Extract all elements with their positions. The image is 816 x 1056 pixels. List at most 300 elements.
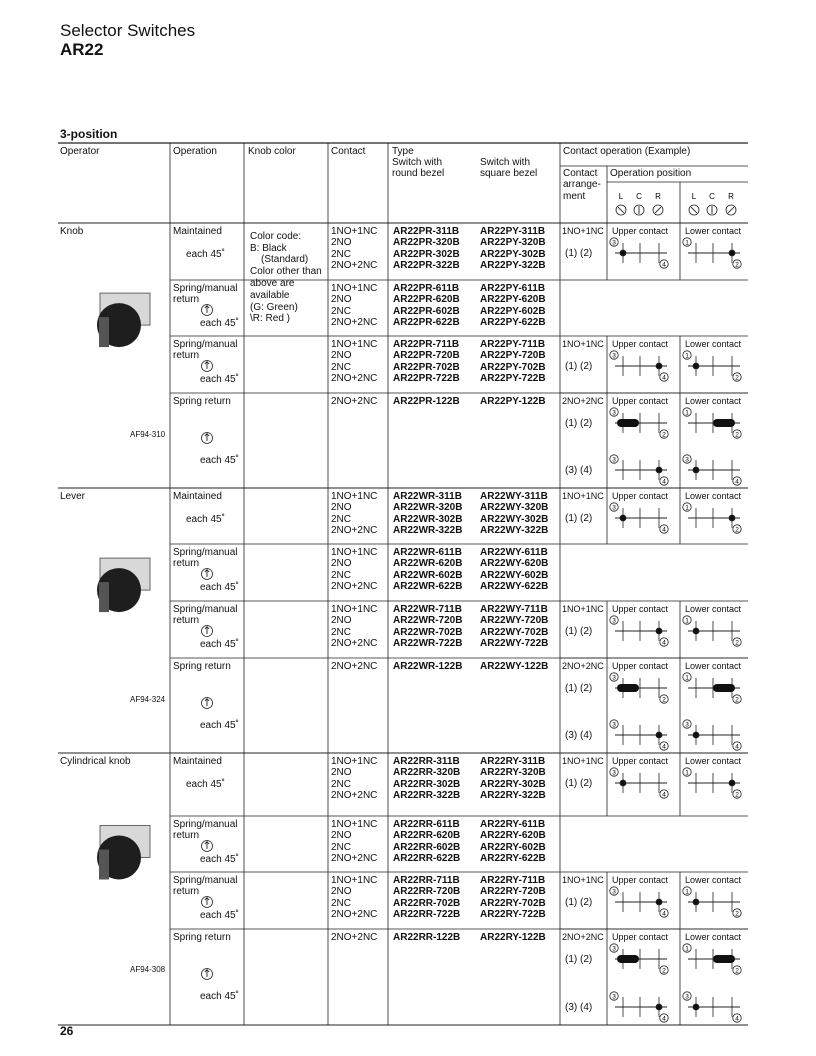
operation-angle: each 45˚ bbox=[200, 854, 239, 865]
terminal-number-icon bbox=[733, 373, 741, 381]
terminal-number-icon bbox=[610, 351, 618, 359]
contact-arrangement-header: Contact bbox=[563, 168, 598, 179]
contact-type: 2NO+2NC bbox=[331, 852, 378, 864]
selector-switch-photo bbox=[97, 293, 150, 347]
terminal-number-icon bbox=[610, 455, 618, 463]
contact-dot bbox=[656, 363, 662, 369]
terminal-number-icon bbox=[660, 966, 668, 974]
terminal-number-icon bbox=[660, 260, 668, 268]
contact-type: 2NC bbox=[331, 626, 352, 638]
operation-maintained: Maintained bbox=[173, 756, 222, 767]
spring-return-icon bbox=[207, 570, 209, 573]
terminal-number-icon bbox=[733, 695, 741, 703]
contact-arrangement-header: ment bbox=[563, 191, 586, 202]
contact-operation-header: Contact operation (Example) bbox=[563, 146, 691, 157]
terminal-number: 1 bbox=[685, 617, 689, 625]
operation-angle: each 45˚ bbox=[186, 249, 225, 260]
contact-header: Contact bbox=[331, 146, 366, 157]
terminal-number: 3 bbox=[685, 456, 689, 464]
terminal-number: 3 bbox=[612, 504, 616, 512]
contact-dot bbox=[620, 515, 626, 521]
position-symbol-icon bbox=[689, 205, 699, 215]
contact-type: 2NO+2NC bbox=[331, 316, 378, 328]
operator-name: Cylindrical knob bbox=[60, 756, 131, 767]
spring-return-icon bbox=[205, 970, 207, 973]
upper-contact-label: Upper contact bbox=[612, 604, 669, 614]
operation-spring-manual: Spring/manual bbox=[173, 819, 238, 830]
contact-type: 2NO bbox=[331, 615, 352, 627]
square-bezel-model: AR22PY-722B bbox=[480, 372, 546, 384]
terminal-number-icon bbox=[660, 790, 668, 798]
terminal-number-icon bbox=[733, 1014, 741, 1022]
lower-contact-label: Lower contact bbox=[685, 396, 742, 406]
position-label: R bbox=[655, 192, 661, 201]
terminal-number-icon bbox=[733, 909, 741, 917]
round-bezel-header: Switch with bbox=[392, 157, 443, 168]
contact-type: 2NC bbox=[331, 569, 352, 581]
spring-return-icon bbox=[202, 969, 213, 980]
operation-spring-return: Spring return bbox=[173, 661, 231, 672]
terminal-number: 4 bbox=[662, 791, 666, 799]
knob-color-note: (Standard) bbox=[261, 254, 309, 265]
terminal-number-icon bbox=[660, 430, 668, 438]
terminal-number-icon bbox=[610, 944, 618, 952]
terminal-number-icon bbox=[683, 720, 691, 728]
round-bezel-model: AR22RR-322B bbox=[393, 789, 461, 801]
position-symbol-icon bbox=[655, 207, 661, 213]
square-bezel-model: AR22PY-322B bbox=[480, 259, 546, 271]
round-bezel-model: AR22PR-322B bbox=[393, 259, 460, 271]
arrangement-numbers: (3) (4) bbox=[565, 730, 593, 741]
square-bezel-model: AR22PY-720B bbox=[480, 350, 546, 362]
spring-return-icon bbox=[205, 570, 207, 573]
square-bezel-model: AR22WY-620B bbox=[480, 558, 549, 570]
terminal-number-icon bbox=[733, 742, 741, 750]
terminal-number-icon bbox=[610, 720, 618, 728]
operation-spring-manual: return bbox=[173, 830, 200, 841]
contact-type: 2NC bbox=[331, 248, 352, 260]
position-label: L bbox=[691, 192, 697, 201]
contact-type: 2NO+2NC bbox=[331, 908, 378, 920]
knob-color-note: Color code: bbox=[250, 231, 302, 242]
round-bezel-model: AR22RR-311B bbox=[393, 756, 460, 767]
contact-arrangement: 1NO+1NC bbox=[562, 339, 604, 349]
terminal-number: 4 bbox=[662, 1015, 666, 1023]
round-bezel-model: AR22RR-702B bbox=[393, 897, 461, 909]
contact-dot bbox=[620, 780, 626, 786]
round-bezel-model: AR22PR-722B bbox=[393, 372, 460, 384]
terminal-number: 4 bbox=[735, 743, 739, 751]
contact-type: 2NO+2NC bbox=[331, 524, 378, 536]
contact-type: 1NO+1NC bbox=[331, 756, 378, 767]
square-bezel-model: AR22RY-302B bbox=[480, 778, 546, 790]
contact-type: 2NO bbox=[331, 350, 352, 362]
square-bezel-model: AR22WY-611B bbox=[480, 547, 548, 558]
square-bezel-model: AR22PY-602B bbox=[480, 305, 546, 317]
round-bezel-model: AR22WR-602B bbox=[393, 569, 463, 581]
operation-angle: each 45˚ bbox=[200, 910, 239, 921]
arrangement-numbers: (1) (2) bbox=[565, 361, 593, 372]
square-bezel-model: AR22RY-320B bbox=[480, 767, 546, 779]
contact-type: 2NO+2NC bbox=[331, 259, 378, 271]
square-bezel-model: AR22RY-711B bbox=[480, 875, 546, 886]
terminal-number: 4 bbox=[735, 1015, 739, 1023]
photo-code: AF94-308 bbox=[130, 965, 166, 975]
operator-name: Knob bbox=[60, 226, 84, 237]
closed-contact-bar bbox=[713, 955, 735, 963]
operation-spring-manual: Spring/manual bbox=[173, 283, 238, 294]
knob-color-note: available bbox=[250, 290, 290, 301]
square-bezel-model: AR22RY-322B bbox=[480, 789, 546, 801]
spring-return-icon bbox=[202, 698, 213, 709]
round-bezel-model: AR22RR-320B bbox=[393, 767, 461, 779]
round-bezel-model: AR22PR-311B bbox=[393, 226, 460, 237]
contact-type: 1NO+1NC bbox=[331, 604, 378, 615]
terminal-number-icon bbox=[683, 455, 691, 463]
contact-type: 2NC bbox=[331, 361, 352, 373]
contact-arrangement: 1NO+1NC bbox=[562, 756, 604, 766]
operation-maintained: Maintained bbox=[173, 491, 222, 502]
terminal-number-icon bbox=[660, 638, 668, 646]
terminal-number-icon bbox=[733, 430, 741, 438]
contact-type: 2NC bbox=[331, 778, 352, 790]
square-bezel-model: AR22WY-702B bbox=[480, 626, 549, 638]
contact-type: 2NO bbox=[331, 558, 352, 570]
terminal-number: 1 bbox=[685, 945, 689, 953]
operation-angle: each 45˚ bbox=[200, 455, 239, 466]
closed-contact-bar bbox=[713, 684, 735, 692]
square-bezel-header: square bezel bbox=[480, 168, 538, 179]
spring-return-icon bbox=[205, 434, 207, 437]
upper-contact-label: Upper contact bbox=[612, 875, 669, 885]
terminal-number: 2 bbox=[662, 696, 666, 704]
terminal-number: 3 bbox=[612, 721, 616, 729]
contact-dot bbox=[693, 628, 699, 634]
arrangement-numbers: (1) (2) bbox=[565, 897, 593, 908]
contact-type: 2NC bbox=[331, 841, 352, 853]
lower-contact-label: Lower contact bbox=[685, 491, 742, 501]
operation-spring-manual: return bbox=[173, 886, 200, 897]
contact-type: 2NO+2NC bbox=[331, 637, 378, 649]
knob-color-note: \R: Red ) bbox=[250, 313, 291, 324]
square-bezel-model: AR22RY-620B bbox=[480, 830, 546, 842]
square-bezel-model: AR22WY-322B bbox=[480, 524, 549, 536]
square-bezel-model: AR22WY-622B bbox=[480, 580, 549, 592]
round-bezel-model: AR22WR-722B bbox=[393, 637, 463, 649]
spring-return-icon bbox=[207, 627, 209, 630]
round-bezel-model: AR22PR-302B bbox=[393, 248, 460, 260]
square-bezel-model: AR22RY-622B bbox=[480, 852, 546, 864]
photo-code: AF94-324 bbox=[130, 694, 166, 704]
spring-return-icon bbox=[207, 362, 209, 365]
round-bezel-model: AR22WR-311B bbox=[393, 491, 462, 502]
terminal-number: 3 bbox=[612, 409, 616, 417]
terminal-number: 3 bbox=[612, 674, 616, 682]
page-subtitle: AR22 bbox=[60, 40, 104, 59]
operation-angle: each 45˚ bbox=[200, 582, 239, 593]
contact-type: 2NC bbox=[331, 513, 352, 525]
terminal-number: 4 bbox=[662, 374, 666, 382]
terminal-number-icon bbox=[610, 887, 618, 895]
terminal-number: 2 bbox=[735, 431, 739, 439]
knob-color-note: Color other than bbox=[250, 266, 322, 277]
square-bezel-model: AR22WY-720B bbox=[480, 615, 549, 627]
operation-spring-manual: return bbox=[173, 615, 200, 626]
round-bezel-model: AR22PR-611B bbox=[393, 283, 460, 294]
terminal-number-icon bbox=[660, 525, 668, 533]
round-bezel-model: AR22RR-722B bbox=[393, 908, 461, 920]
upper-contact-label: Upper contact bbox=[612, 396, 669, 406]
upper-contact-label: Upper contact bbox=[612, 661, 669, 671]
square-bezel-model: AR22PY-611B bbox=[480, 283, 546, 294]
spring-return-icon bbox=[205, 898, 207, 901]
contact-dot bbox=[693, 467, 699, 473]
square-bezel-model: AR22WY-311B bbox=[480, 491, 548, 502]
terminal-number: 1 bbox=[685, 504, 689, 512]
upper-contact-label: Upper contact bbox=[612, 756, 669, 766]
terminal-number: 3 bbox=[612, 456, 616, 464]
knob-color-header: Knob color bbox=[248, 146, 296, 157]
terminal-number-icon bbox=[683, 887, 691, 895]
lower-contact-label: Lower contact bbox=[685, 875, 742, 885]
contact-arrangement: 2NO+2NC bbox=[562, 661, 604, 671]
square-bezel-model: AR22WY-711B bbox=[480, 604, 548, 615]
terminal-number-icon bbox=[683, 768, 691, 776]
contact-dot bbox=[656, 1004, 662, 1010]
position-label: R bbox=[728, 192, 734, 201]
square-bezel-model: AR22PY-302B bbox=[480, 248, 546, 260]
terminal-number: 3 bbox=[612, 352, 616, 360]
square-bezel-model: AR22PY-320B bbox=[480, 237, 546, 249]
position-symbol-icon bbox=[653, 205, 663, 215]
round-bezel-model: AR22RR-620B bbox=[393, 830, 461, 842]
contact-arrangement: 2NO+2NC bbox=[562, 932, 604, 942]
closed-contact-bar bbox=[617, 419, 639, 427]
terminal-number-icon bbox=[733, 525, 741, 533]
spring-return-icon bbox=[202, 305, 213, 316]
contact-arrangement: 1NO+1NC bbox=[562, 226, 604, 236]
square-bezel-model: AR22PY-711B bbox=[480, 339, 546, 350]
contact-type: 2NO bbox=[331, 237, 352, 249]
operation-position-header: Operation position bbox=[610, 168, 692, 179]
contact-dot bbox=[656, 899, 662, 905]
lower-contact-label: Lower contact bbox=[685, 756, 742, 766]
terminal-number: 4 bbox=[662, 261, 666, 269]
round-bezel-model: AR22WR-620B bbox=[393, 558, 463, 570]
terminal-number: 2 bbox=[735, 910, 739, 918]
contact-type: 2NC bbox=[331, 897, 352, 909]
position-symbol-icon bbox=[618, 207, 624, 213]
terminal-number-icon bbox=[683, 503, 691, 511]
terminal-number-icon bbox=[610, 408, 618, 416]
terminal-number-icon bbox=[683, 944, 691, 952]
terminal-number: 2 bbox=[735, 967, 739, 975]
round-bezel-model: AR22RR-622B bbox=[393, 852, 461, 864]
contact-type: 1NO+1NC bbox=[331, 875, 378, 886]
selector-switch-photo bbox=[97, 558, 150, 612]
position-symbol-icon bbox=[634, 205, 644, 215]
operation-spring-manual: return bbox=[173, 558, 200, 569]
position-symbol-icon bbox=[726, 205, 736, 215]
contact-type: 1NO+1NC bbox=[331, 283, 378, 294]
operator-header: Operator bbox=[60, 146, 100, 157]
contact-arrangement: 1NO+1NC bbox=[562, 604, 604, 614]
terminal-number-icon bbox=[660, 477, 668, 485]
terminal-number: 2 bbox=[735, 261, 739, 269]
square-bezel-model: AR22PY-122B bbox=[480, 396, 546, 407]
square-bezel-model: AR22RY-611B bbox=[480, 819, 546, 830]
position-label: C bbox=[636, 192, 642, 201]
spring-return-icon bbox=[205, 699, 207, 702]
terminal-number-icon bbox=[610, 768, 618, 776]
operator-name: Lever bbox=[60, 491, 86, 502]
section-title: 3-position bbox=[60, 127, 118, 141]
closed-contact-bar bbox=[617, 955, 639, 963]
terminal-number: 1 bbox=[685, 674, 689, 682]
operation-spring-return: Spring return bbox=[173, 396, 231, 407]
terminal-number: 2 bbox=[662, 431, 666, 439]
operation-maintained: Maintained bbox=[173, 226, 222, 237]
type-header: Type bbox=[392, 146, 414, 157]
terminal-number: 4 bbox=[662, 743, 666, 751]
contact-type: 1NO+1NC bbox=[331, 339, 378, 350]
selector-switch-photo bbox=[97, 825, 150, 879]
terminal-number: 4 bbox=[662, 639, 666, 647]
contact-type: 2NO+2NC bbox=[331, 661, 378, 672]
spring-return-icon bbox=[205, 627, 207, 630]
round-bezel-model: AR22PR-320B bbox=[393, 237, 460, 249]
spring-return-icon bbox=[202, 897, 213, 908]
round-bezel-model: AR22PR-602B bbox=[393, 305, 460, 317]
lower-contact-label: Lower contact bbox=[685, 226, 742, 236]
operation-spring-return: Spring return bbox=[173, 932, 231, 943]
operation-spring-manual: Spring/manual bbox=[173, 875, 238, 886]
terminal-number: 3 bbox=[612, 888, 616, 896]
position-symbol-icon bbox=[728, 207, 734, 213]
arrangement-numbers: (1) (2) bbox=[565, 954, 593, 965]
page-title: Selector Switches bbox=[60, 21, 196, 40]
contact-type: 2NC bbox=[331, 305, 352, 317]
contact-arrangement: 1NO+1NC bbox=[562, 875, 604, 885]
square-bezel-model: AR22RY-602B bbox=[480, 841, 546, 853]
terminal-number: 3 bbox=[612, 239, 616, 247]
square-bezel-model: AR22WY-722B bbox=[480, 637, 549, 649]
round-bezel-model: AR22WR-302B bbox=[393, 513, 463, 525]
contact-type: 2NO+2NC bbox=[331, 372, 378, 384]
terminal-number-icon bbox=[733, 638, 741, 646]
terminal-number: 2 bbox=[735, 639, 739, 647]
terminal-number: 1 bbox=[685, 239, 689, 247]
operation-spring-manual: Spring/manual bbox=[173, 339, 238, 350]
terminal-number-icon bbox=[660, 695, 668, 703]
spring-return-icon bbox=[205, 842, 207, 845]
contact-type: 2NO bbox=[331, 502, 352, 514]
terminal-number-icon bbox=[610, 992, 618, 1000]
operation-angle: each 45˚ bbox=[186, 779, 225, 790]
position-symbol-icon bbox=[691, 207, 697, 213]
spring-return-icon bbox=[207, 699, 209, 702]
square-bezel-model: AR22PY-311B bbox=[480, 226, 546, 237]
round-bezel-model: AR22RR-602B bbox=[393, 841, 461, 853]
terminal-number-icon bbox=[683, 408, 691, 416]
round-bezel-model: AR22WR-702B bbox=[393, 626, 463, 638]
round-bezel-model: AR22PR-702B bbox=[393, 361, 460, 373]
terminal-number-icon bbox=[733, 260, 741, 268]
contact-arrangement-header: arrange- bbox=[563, 179, 601, 190]
terminal-number: 1 bbox=[685, 409, 689, 417]
terminal-number-icon bbox=[610, 503, 618, 511]
contact-arrangement: 1NO+1NC bbox=[562, 491, 604, 501]
contact-type: 2NO bbox=[331, 886, 352, 898]
terminal-number: 4 bbox=[735, 478, 739, 486]
knob-color-note: above are bbox=[250, 278, 295, 289]
terminal-number: 2 bbox=[662, 967, 666, 975]
contact-dot bbox=[729, 515, 735, 521]
terminal-number: 2 bbox=[735, 526, 739, 534]
round-bezel-model: AR22RR-302B bbox=[393, 778, 461, 790]
spring-return-icon bbox=[207, 898, 209, 901]
terminal-number-icon bbox=[660, 373, 668, 381]
terminal-number-icon bbox=[660, 909, 668, 917]
round-bezel-model: AR22PR-122B bbox=[393, 396, 460, 407]
operation-angle: each 45˚ bbox=[200, 374, 239, 385]
terminal-number: 4 bbox=[662, 910, 666, 918]
arrangement-numbers: (1) (2) bbox=[565, 418, 593, 429]
lower-contact-label: Lower contact bbox=[685, 339, 742, 349]
square-bezel-model: AR22PY-620B bbox=[480, 294, 546, 306]
operation-spring-manual: return bbox=[173, 294, 200, 305]
knob-color-note: B: Black bbox=[250, 243, 287, 254]
closed-contact-bar bbox=[617, 684, 639, 692]
lower-contact-label: Lower contact bbox=[685, 661, 742, 671]
terminal-number: 3 bbox=[685, 993, 689, 1001]
square-bezel-model: AR22RY-122B bbox=[480, 932, 546, 943]
round-bezel-model: AR22PR-711B bbox=[393, 339, 460, 350]
contact-type: 2NO bbox=[331, 830, 352, 842]
operation-header: Operation bbox=[173, 146, 217, 157]
terminal-number-icon bbox=[733, 966, 741, 974]
contact-type: 2NO bbox=[331, 294, 352, 306]
operation-angle: each 45˚ bbox=[200, 318, 239, 329]
spring-return-icon bbox=[202, 626, 213, 637]
arrangement-numbers: (3) (4) bbox=[565, 465, 593, 476]
contact-dot bbox=[693, 732, 699, 738]
square-bezel-model: AR22RY-311B bbox=[480, 756, 546, 767]
spring-return-icon bbox=[205, 362, 207, 365]
arrangement-numbers: (1) (2) bbox=[565, 683, 593, 694]
round-bezel-model: AR22WR-611B bbox=[393, 547, 462, 558]
spring-return-icon bbox=[202, 361, 213, 372]
square-bezel-model: AR22PY-702B bbox=[480, 361, 546, 373]
round-bezel-model: AR22WR-720B bbox=[393, 615, 463, 627]
contact-type: 2NO+2NC bbox=[331, 580, 378, 592]
operation-spring-manual: Spring/manual bbox=[173, 547, 238, 558]
square-bezel-model: AR22RY-722B bbox=[480, 908, 546, 920]
round-bezel-model: AR22WR-122B bbox=[393, 661, 463, 672]
contact-dot bbox=[656, 732, 662, 738]
spring-return-icon bbox=[205, 306, 207, 309]
terminal-number: 3 bbox=[612, 993, 616, 1001]
terminal-number: 4 bbox=[662, 478, 666, 486]
operation-spring-manual: Spring/manual bbox=[173, 604, 238, 615]
contact-type: 1NO+1NC bbox=[331, 819, 378, 830]
closed-contact-bar bbox=[713, 419, 735, 427]
square-bezel-model: AR22WY-320B bbox=[480, 502, 549, 514]
round-bezel-model: AR22RR-611B bbox=[393, 819, 460, 830]
round-bezel-model: AR22PR-720B bbox=[393, 350, 460, 362]
contact-dot bbox=[656, 467, 662, 473]
contact-type: 1NO+1NC bbox=[331, 547, 378, 558]
